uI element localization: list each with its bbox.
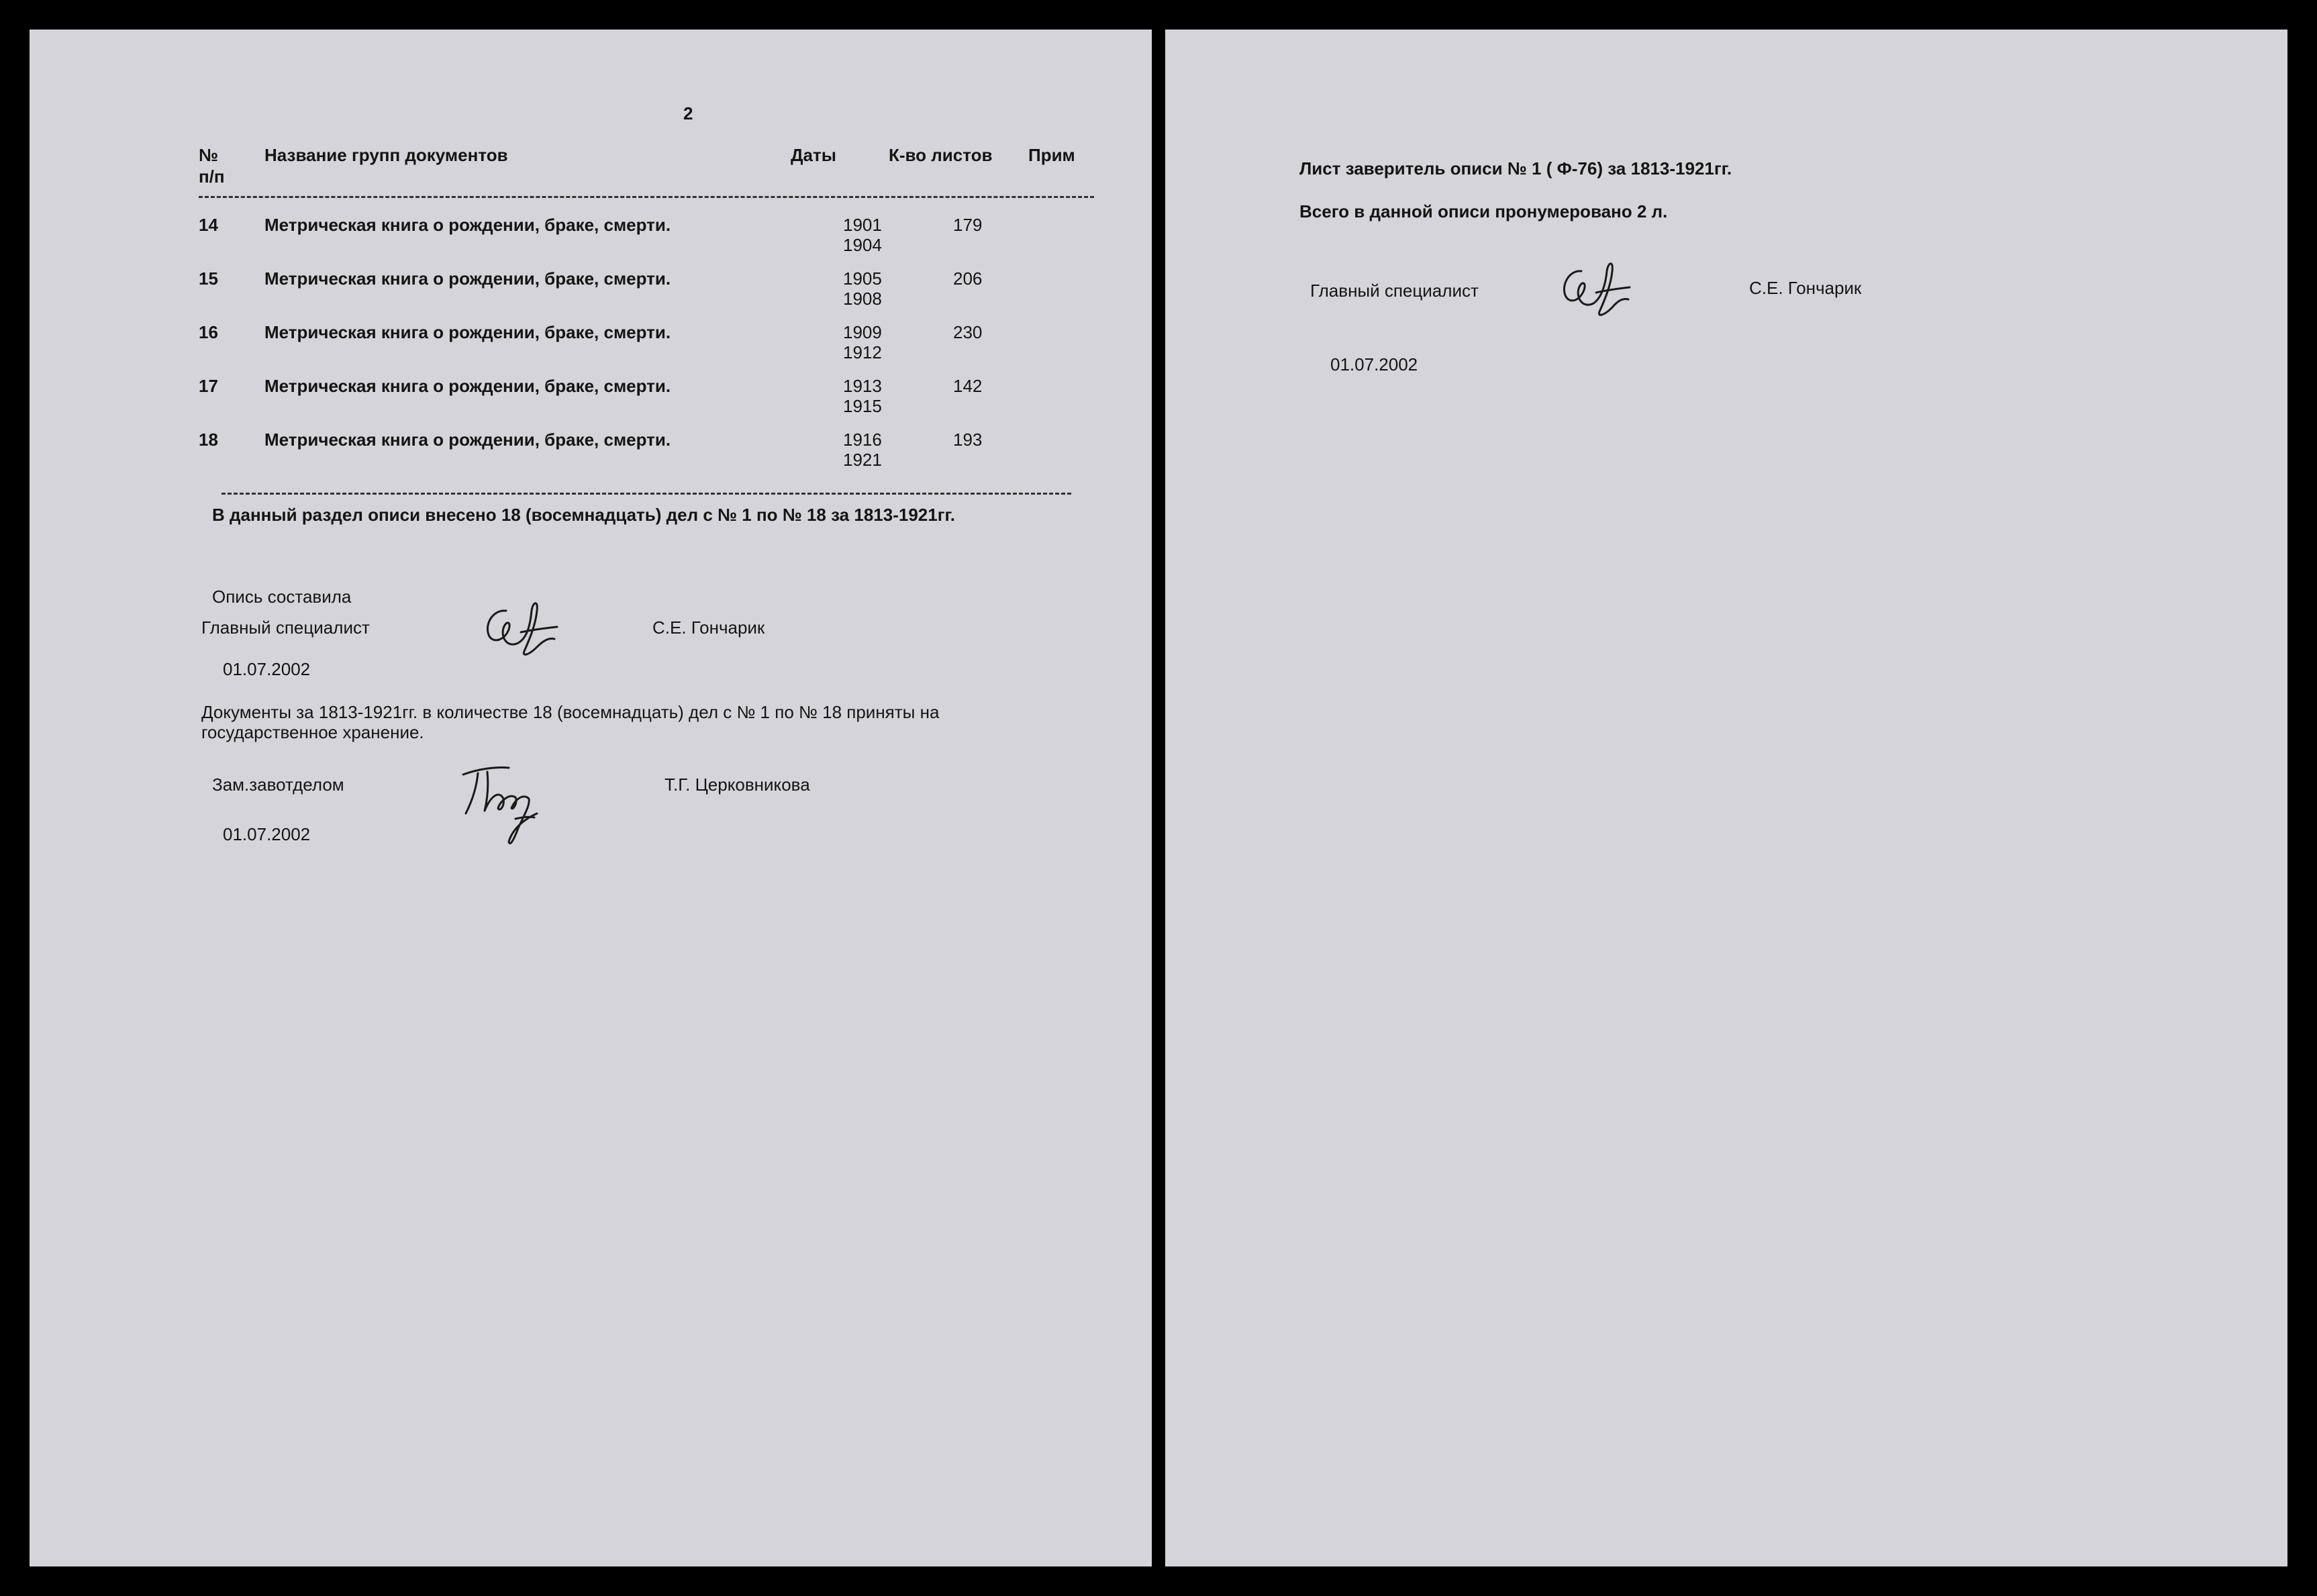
row-name: Метрическая книга о рождении, браке, смерти. — [264, 215, 671, 235]
footer-divider — [221, 493, 1071, 495]
header-notes: Прим — [1028, 145, 1075, 165]
certificate-date: 01.07.2002 — [1330, 354, 1418, 375]
page-number: 2 — [683, 103, 693, 123]
row-date-to: 1921 — [843, 450, 882, 470]
row-num: 15 — [199, 268, 218, 289]
signature-goncharik-right — [1557, 251, 1651, 325]
compiled-date: 01.07.2002 — [223, 659, 311, 679]
certificate-title: Лист заверитель описи № 1 ( Ф-76) за 1813-1921гг. — [1299, 158, 1732, 179]
accepted-date: 01.07.2002 — [223, 824, 311, 844]
header-name: Название групп документов — [264, 145, 508, 165]
row-num: 18 — [199, 430, 218, 450]
row-date-to: 1908 — [843, 289, 882, 309]
row-date-to: 1912 — [843, 342, 882, 362]
header-divider — [199, 196, 1094, 198]
compiled-label: Опись составила — [212, 587, 352, 607]
row-num: 16 — [199, 322, 218, 342]
certificate-position: Главный специалист — [1310, 281, 1479, 301]
compiled-position: Главный специалист — [201, 617, 370, 638]
row-date-from: 1909 — [843, 322, 882, 342]
row-name: Метрическая книга о рождении, браке, смерти. — [264, 268, 671, 289]
row-date-from: 1901 — [843, 215, 882, 235]
signature-tserkovnikova — [451, 754, 558, 855]
certificate-total: Всего в данной описи пронумеровано 2 л. — [1299, 201, 1668, 221]
row-num: 17 — [199, 376, 218, 396]
compiled-name: С.Е. Гончарик — [652, 617, 765, 638]
row-sheets: 193 — [953, 430, 983, 450]
left-page — [30, 30, 1152, 1566]
row-sheets: 179 — [953, 215, 983, 235]
row-name: Метрическая книга о рождении, браке, смерти. — [264, 376, 671, 396]
accepted-position: Зам.завотделом — [212, 775, 344, 795]
row-date-from: 1905 — [843, 268, 882, 289]
row-date-from: 1916 — [843, 430, 882, 450]
row-name: Метрическая книга о рождении, браке, смерти. — [264, 322, 671, 342]
right-page — [1165, 30, 2287, 1566]
signature-goncharik — [479, 591, 593, 664]
row-sheets: 230 — [953, 322, 983, 342]
row-num: 14 — [199, 215, 218, 235]
header-sheets: К-во листов — [889, 145, 993, 165]
certificate-name: С.Е. Гончарик — [1749, 278, 1862, 298]
row-date-from: 1913 — [843, 376, 882, 396]
row-sheets: 206 — [953, 268, 983, 289]
accepted-name: Т.Г. Церковникова — [664, 775, 810, 795]
row-date-to: 1904 — [843, 235, 882, 255]
header-dates: Даты — [791, 145, 836, 165]
header-num: № — [199, 145, 218, 165]
row-sheets: 142 — [953, 376, 983, 396]
row-name: Метрическая книга о рождении, браке, смерти. — [264, 430, 671, 450]
row-date-to: 1915 — [843, 396, 882, 416]
accepted-text-line2: государственное хранение. — [201, 722, 424, 742]
summary-text: В данный раздел описи внесено 18 (восемнадцать) дел с № 1 по № 18 за 1813-1921гг. — [212, 505, 955, 525]
accepted-text-line1: Документы за 1813-1921гг. в количестве 18 (восемнадцать) дел с № 1 по № 18 приняты на — [201, 702, 940, 722]
header-num-sub: п/п — [199, 166, 225, 187]
